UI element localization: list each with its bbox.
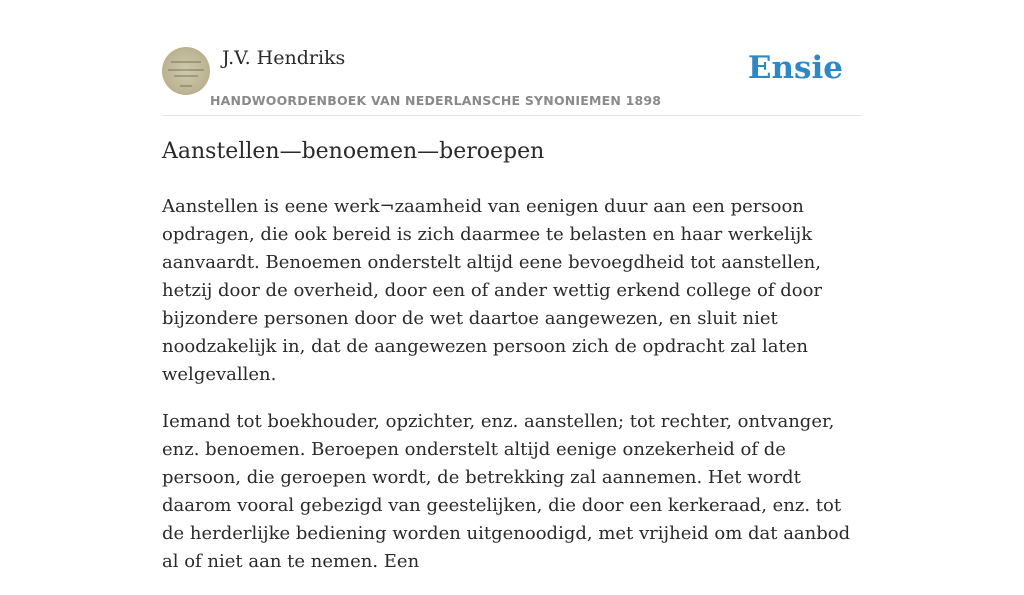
- cover-line: [174, 75, 198, 77]
- book-cover-avatar[interactable]: [162, 47, 210, 95]
- paragraph: Iemand tot boekhouder, opzichter, enz. aanstellen; tot rechter, ontvanger, enz. benoemen. Beroepen onderstelt altijd eenige onzekerheid of de persoon, die geroepen wordt, de betrekking zal aannemen. Het wordt daarom vooral gebezigd van geestelijken, die door een kerkeraad, enz. tot de herderlijke bediening worden uitgenoodigd, met vrijheid om dat aanbod al of niet aan te nemen. Een: [162, 411, 851, 572]
- source-title[interactable]: HANDWOORDENBOEK VAN NEDERLANSCHE SYNONIEMEN 1898: [210, 93, 662, 108]
- paragraph: Aanstellen is eene werk¬zaamheid van eenigen duur aan een persoon opdragen, die ook bereid is zich daarmee te belasten en haar werkelijk aanvaardt. Benoemen onderstelt altijd eene bevoegdheid tot aanstellen, hetzij door de overheid, door een of ander wettig erkend college of door bijzondere personen door de wet daartoe aangewezen, en sluit niet noodzakelijk in, dat de aangewezen persoon zich de opdracht zal laten welgevallen.: [162, 196, 823, 385]
- article-body: [162, 193, 862, 595]
- author-name[interactable]: J.V. Hendriks: [222, 47, 346, 69]
- cover-line: [180, 85, 192, 87]
- brand-logo[interactable]: Ensie: [747, 50, 843, 86]
- cover-line: [168, 69, 204, 71]
- cover-line: [171, 61, 201, 63]
- header: [162, 44, 862, 116]
- article-title: Aanstellen—benoemen—beroepen: [162, 139, 545, 164]
